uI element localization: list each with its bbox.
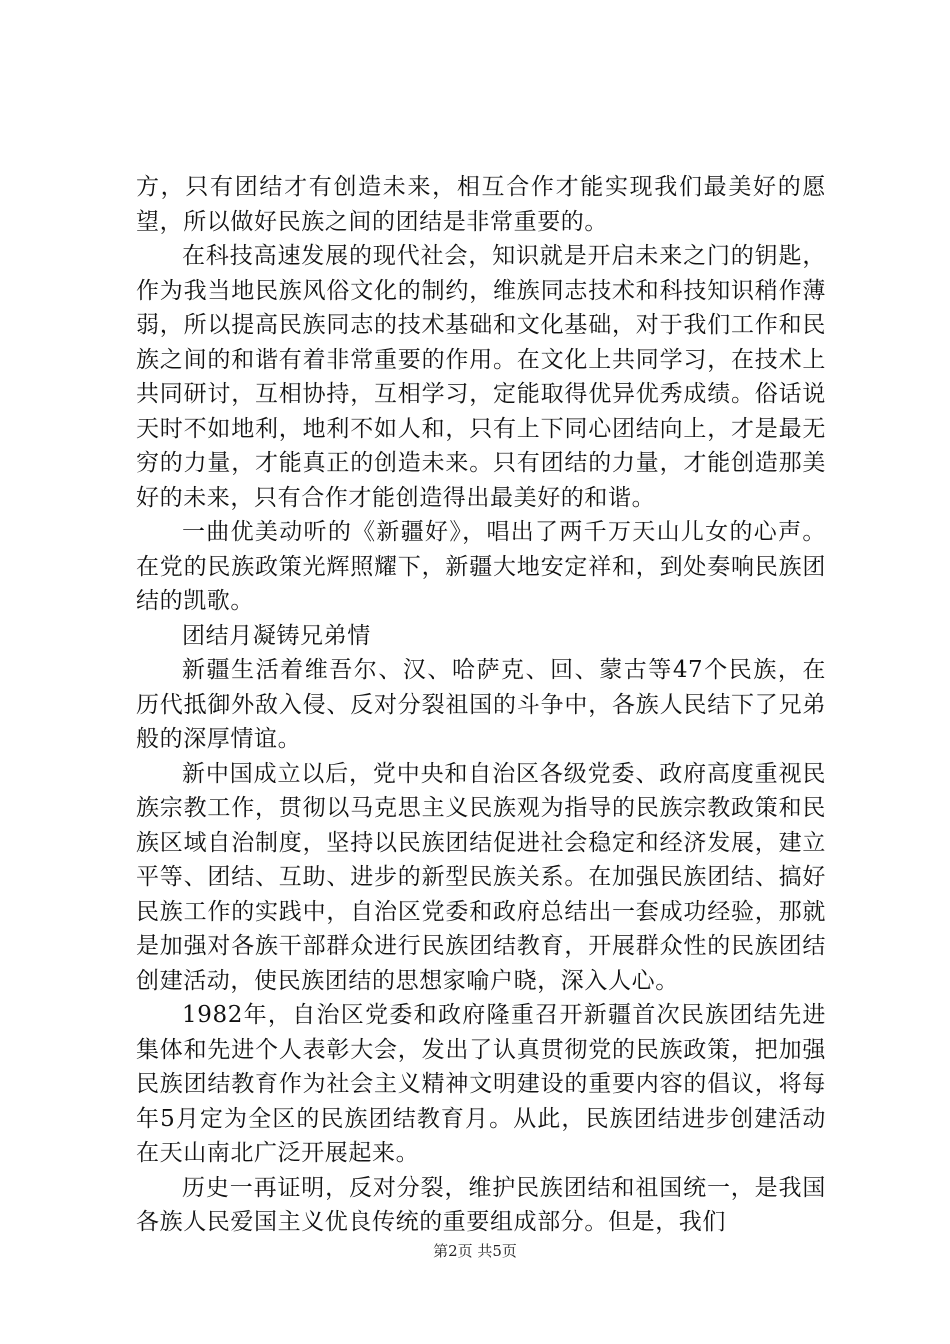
paragraph: 新中国成立以后，党中央和自治区各级党委、政府高度重视民族宗教工作，贯彻以马克思主义民族观为指导的民族宗教政策和民族区域自治制度，坚持以民族团结促进社会稳定和经济发展，建立平等、团结、互助、进步的新型民族关系。在加强民族团结、搞好民族工作的实践中，自治区党委和政府总结出一套成功经验，那就是加强对各族干部群众进行民族团结教育，开展群众性的民族团结创建活动，使民族团结的思想家喻户晓，深入人心。	[136, 760, 826, 994]
paragraph: 在科技高速发展的现代社会，知识就是开启未来之门的钥匙，作为我当地民族风俗文化的制约，维族同志技术和科技知识稍作薄弱，所以提高民族同志的技术基础和文化基础，对于我们工作和民族之间的和谐有着非常重要的作用。在文化上共同学习，在技术上共同研讨，互相协持，互相学习，定能取得优异优秀成绩。俗话说天时不如地利，地利不如人和，只有上下同心团结向上，才是最无穷的力量，才能真正的创造未来。只有团结的力量，才能创造那美好的未来，只有合作才能创造得出最美好的和谐。	[136, 243, 826, 511]
document-body	[136, 170, 826, 1240]
paragraph: 1982年，自治区党委和政府隆重召开新疆首次民族团结先进集体和先进个人表彰大会，发出了认真贯彻党的民族政策，把加强民族团结教育作为社会主义精神文明建设的重要内容的倡议，将每年5月定为全区的民族团结教育月。从此，民族团结进步创建活动在天山南北广泛开展起来。	[136, 1002, 826, 1166]
paragraph: 历史一再证明，反对分裂，维护民族团结和祖国统一，是我国各族人民爱国主义优良传统的重要组成部分。但是，我们	[136, 1174, 826, 1235]
paragraph-continued: 方，只有团结才有创造未来，相互合作才能实现我们最美好的愿望，所以做好民族之间的团结是非常重要的。	[136, 174, 826, 235]
paragraph: 一曲优美动听的《新疆好》，唱出了两千万天山儿女的心声。在党的民族政策光辉照耀下，新疆大地安定祥和，到处奏响民族团结的凯歌。	[136, 519, 826, 614]
paragraph: 新疆生活着维吾尔、汉、哈萨克、回、蒙古等47个民族，在历代抵御外敌入侵、反对分裂祖国的斗争中，各族人民结下了兄弟般的深厚情谊。	[136, 657, 826, 752]
page-footer: 第2页 共5页	[433, 1242, 517, 1260]
section-heading: 团结月凝铸兄弟情	[182, 622, 371, 649]
